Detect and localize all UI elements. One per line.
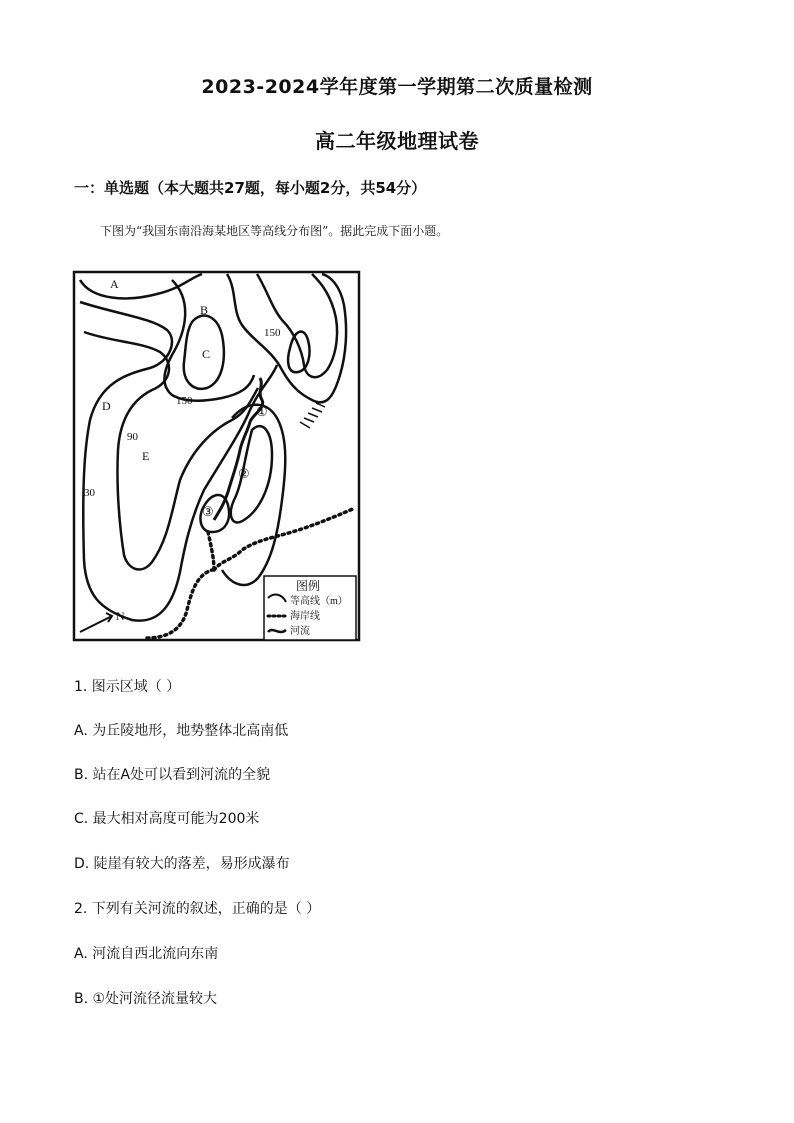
intro-text: 下图为“我国东南沿海某地区等高线分布图”。据此完成下面小题。 <box>100 224 449 238</box>
section-heading: 一：单选题（本大题共27题，每小题2分，共54分） <box>74 179 427 197</box>
contour-map <box>72 270 362 644</box>
contour-line <box>80 302 277 621</box>
point-label-2: ② <box>238 466 250 481</box>
label-a: A <box>110 277 119 291</box>
point-label-3: ③ <box>202 504 214 519</box>
question-1-option-b[interactable]: B. 站在A处可以看到河流的全貌 <box>74 767 271 783</box>
label-d: D <box>102 399 111 413</box>
point-label-1: ① <box>256 404 268 419</box>
exam-title: 2023-2024学年度第一学期第二次质量检测 <box>201 76 593 98</box>
legend-contour: 等高线（m） <box>290 596 348 607</box>
north-arrow <box>80 613 112 632</box>
question-1-option-d[interactable]: D. 陡崖有较大的落差，易形成瀑布 <box>74 856 290 872</box>
question-1-option-a[interactable]: A. 为丘陵地形，地势整体北高南低 <box>74 723 289 739</box>
label-e: E <box>142 449 150 463</box>
contour-label-90: 90 <box>127 431 138 443</box>
legend-title: 图例 <box>296 579 321 593</box>
cliff <box>300 403 325 428</box>
question-1-stem: 1. 图示区域（ ） <box>74 679 181 695</box>
map-legend <box>264 576 356 640</box>
north-label: N <box>116 609 125 623</box>
question-2-option-a[interactable]: A. 河流自西北流向东南 <box>74 946 219 962</box>
legend-coast: 海岸线 <box>290 611 320 622</box>
question-2-option-b[interactable]: B. ①处河流径流量较大 <box>74 991 218 1007</box>
label-c: C <box>202 347 211 361</box>
legend-river: 河流 <box>290 626 310 637</box>
contour-line <box>80 274 202 298</box>
contour-line <box>84 332 258 569</box>
label-b: B <box>200 303 209 317</box>
contour-label-150-west: 150 <box>176 395 193 407</box>
contour-line <box>231 426 272 522</box>
contour-line <box>257 274 337 377</box>
contour-label-30: 30 <box>84 487 95 499</box>
contour-label-150-east: 150 <box>264 327 281 339</box>
question-1-option-c[interactable]: C. 最大相对高度可能为200米 <box>74 811 260 827</box>
contour-line <box>288 332 309 373</box>
question-2-stem: 2. 下列有关河流的叙述，正确的是（ ） <box>74 901 321 917</box>
contour-line <box>164 280 254 401</box>
exam-subtitle: 高二年级地理试卷 <box>315 129 479 153</box>
